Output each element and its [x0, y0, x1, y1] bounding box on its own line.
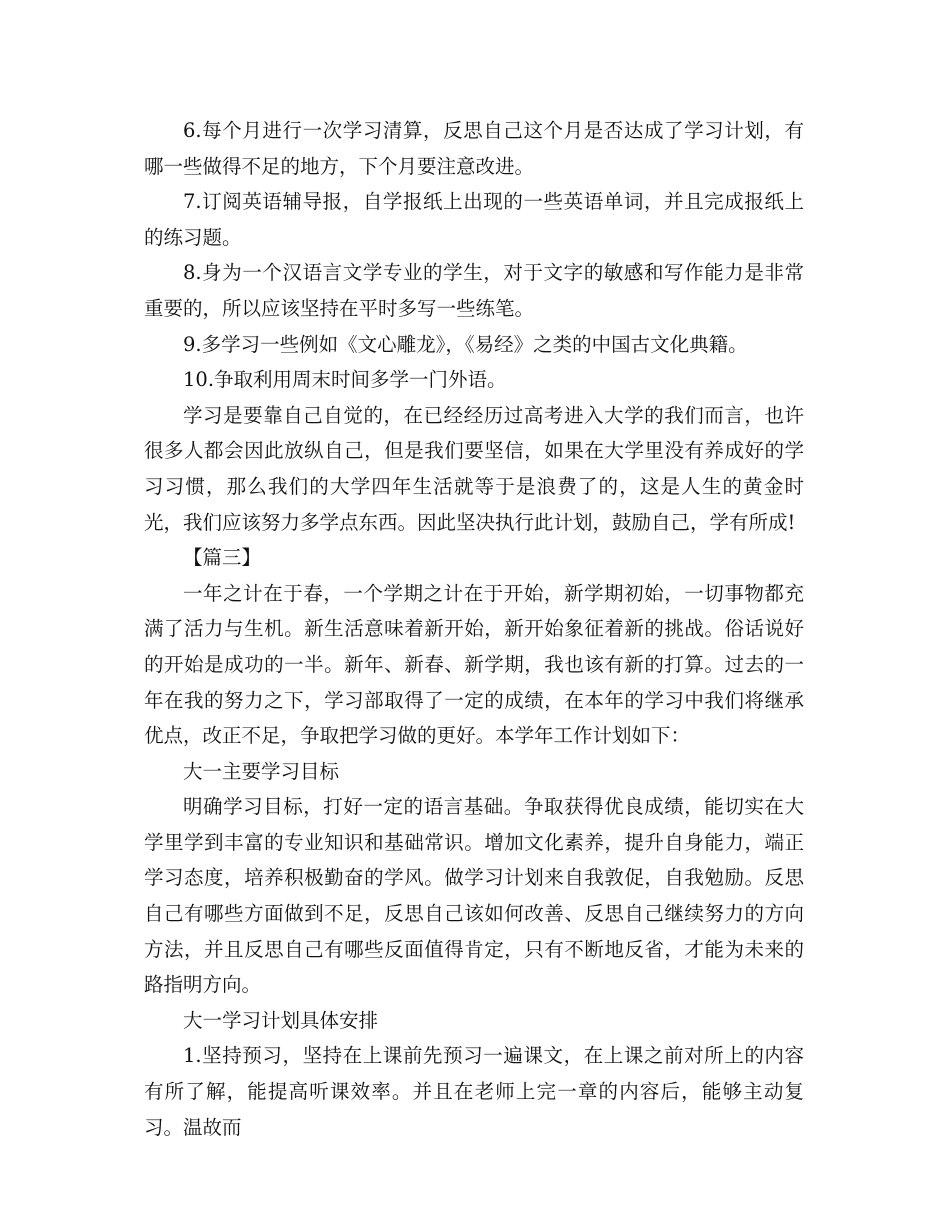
paragraph-item-10: 10.争取利用周末时间多学一门外语。 [183, 368, 507, 392]
paragraph-intro: 一年之计在于春，一个学期之计在于开始，新学期初始，一切事物都充满了活力与生机。新生活意味着新开始，新开始象征着新的挑战。俗话说好的开始是成功的一半。新年、新春、新学期，我也该有新的打算。过去的一年在我的努力之下，学习部取得了一定的成绩，在本年的学习中我们将继承优点，改正不足，争取把学习做的更好。本学年工作计划如下： [144, 581, 804, 748]
paragraph-goals: 明确学习目标，打好一定的语言基础。争取获得优良成绩，能切实在大学里学到丰富的专业知识和基础常识。增加文化素养，提升自身能力，端正学习态度，培养积极勤奋的学风。做学习计划来自我敦促，自我勉励。反思自己有哪些方面做到不足，反思自己该如何改善、反思自己继续努力的方向方法，并且反思自己有哪些反面值得肯定，只有不断地反省，才能为未来的路指明方向。 [144, 795, 804, 997]
paragraph-item-9: 9.多学习一些例如《文心雕龙》，《易经》之类的中国古文化典籍。 [183, 332, 748, 356]
subheading-main-goals: 大一主要学习目标 [183, 759, 340, 783]
paragraph-item-7: 7.订阅英语辅导报，自学报纸上出现的一些英语单词，并且完成报纸上的练习题。 [144, 190, 804, 249]
paragraph-conclusion: 学习是要靠自己自觉的，在已经经历过高考进入大学的我们而言，也许很多人都会因此放纵自己，但是我们要坚信，如果在大学里没有养成好的学习习惯，那么我们的大学四年生活就等于是浪费了的，这是人生的黄金时光，我们应该努力多学点东西。因此坚决执行此计划，鼓励自己，学有所成! [144, 403, 804, 534]
paragraph-item-8: 8.身为一个汉语言文学专业的学生，对于文字的敏感和写作能力是非常重要的，所以应该坚持在平时多写一些练笔。 [144, 261, 804, 320]
paragraph-plan-item-1: 1.坚持预习，坚持在上课前先预习一遍课文，在上课之前对所上的内容有所了解，能提高听课效率。并且在老师上完一章的内容后，能够主动复习。温故而 [144, 1044, 804, 1139]
document-page [144, 113, 804, 1145]
paragraph-item-6: 6.每个月进行一次学习清算，反思自己这个月是否达成了学习计划，有哪一些做得不足的地方，下个月要注意改进。 [144, 119, 804, 178]
subheading-plan-arrangement: 大一学习计划具体安排 [183, 1008, 379, 1032]
section-heading-part-three: 【篇三】 [183, 546, 262, 570]
